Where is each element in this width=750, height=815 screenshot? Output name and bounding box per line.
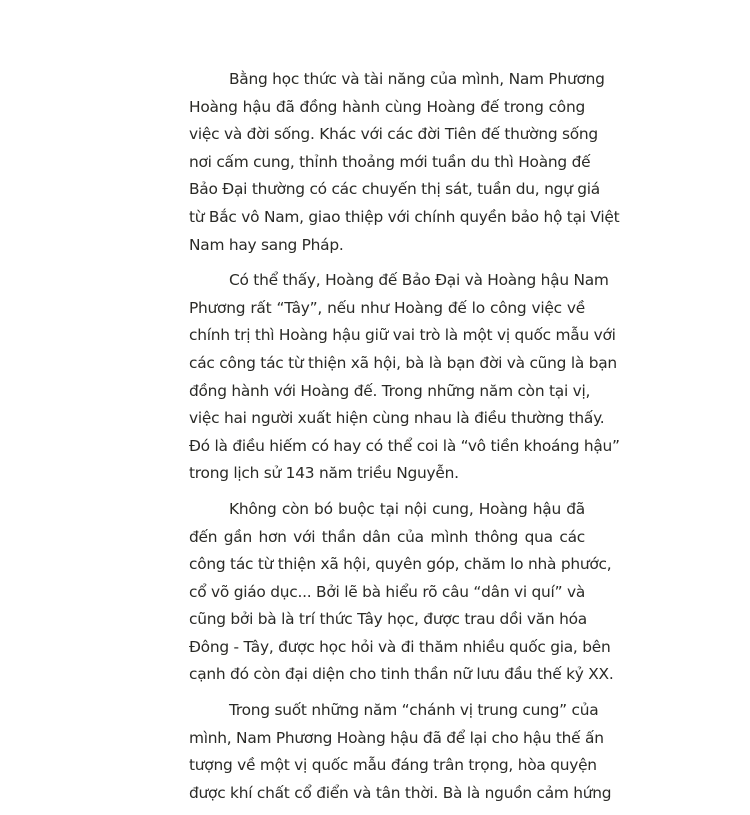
text-line: cổ võ giáo dục... Bởi lẽ bà hiểu rõ câu “dân vi quí” và — [189, 582, 585, 601]
text-line: Hoàng hậu đã đồng hành cùng Hoàng đế trong công — [189, 97, 585, 116]
text-line: công tác từ thiện xã hội, quyên góp, chăm lo nhà phước, — [189, 555, 612, 574]
book-page — [189, 66, 620, 815]
text-line: đến gần hơn với thần dân của mình thông qua các — [189, 527, 585, 546]
text-line: các công tác từ thiện xã hội, bà là bạn đời và cũng là bạn — [189, 353, 617, 372]
text-line: Nam hay sang Pháp. — [189, 235, 344, 254]
text-line: Đó là điều hiếm có hay có thể coi là “vô tiền khoáng hậu” — [189, 436, 620, 455]
text-line: Đông - Tây, được học hỏi và đi thăm nhiều quốc gia, bên — [189, 637, 611, 656]
text-line: Không còn bó buộc tại nội cung, Hoàng hậu đã — [229, 499, 585, 518]
text-line: việc hai người xuất hiện cùng nhau là điều thường thấy. — [189, 409, 605, 428]
text-line: mình, Nam Phương Hoàng hậu đã để lại cho hậu thế ấn — [189, 728, 604, 747]
text-line: chính trị thì Hoàng hậu giữ vai trò là một vị quốc mẫu với — [189, 326, 616, 345]
text-line: được khí chất cổ điển và tân thời. Bà là nguồn cảm hứng — [189, 783, 612, 802]
text-line: Bằng học thức và tài năng của mình, Nam Phương — [229, 70, 605, 88]
text-line: tượng về một vị quốc mẫu đáng trân trọng, hòa quyện — [189, 756, 597, 775]
text-line: Có thể thấy, Hoàng đế Bảo Đại và Hoàng hậu Nam — [229, 271, 609, 290]
text-line: trong lịch sử 143 năm triều Nguyễn. — [189, 464, 459, 483]
text-line: cũng bởi bà là trí thức Tây học, được trau dồi văn hóa — [189, 610, 587, 629]
text-line: việc và đời sống. Khác với các đời Tiên đế thường sống — [189, 125, 598, 144]
text-line: đồng hành với Hoàng đế. Trong những năm còn tại vị, — [189, 381, 591, 400]
text-line: Phương rất “Tây”, nếu như Hoàng đế lo công việc về — [189, 298, 585, 317]
paragraph-3 — [189, 496, 614, 689]
paragraph-1 — [189, 66, 620, 259]
text-line: Bảo Đại thường có các chuyến thị sát, tuần du, ngự giá — [189, 180, 600, 199]
paragraph-2 — [189, 267, 620, 488]
paragraph-4 — [189, 697, 612, 807]
text-line: từ Bắc vô Nam, giao thiệp với chính quyền bảo hộ tại Việt — [189, 207, 620, 226]
text-line: Trong suốt những năm “chánh vị trung cung” của — [229, 701, 599, 720]
text-line: nơi cấm cung, thỉnh thoảng mới tuần du thì Hoàng đế — [189, 152, 591, 171]
text-line: cạnh đó còn đại diện cho tinh thần nữ lưu đầu thế kỷ XX. — [189, 665, 614, 684]
